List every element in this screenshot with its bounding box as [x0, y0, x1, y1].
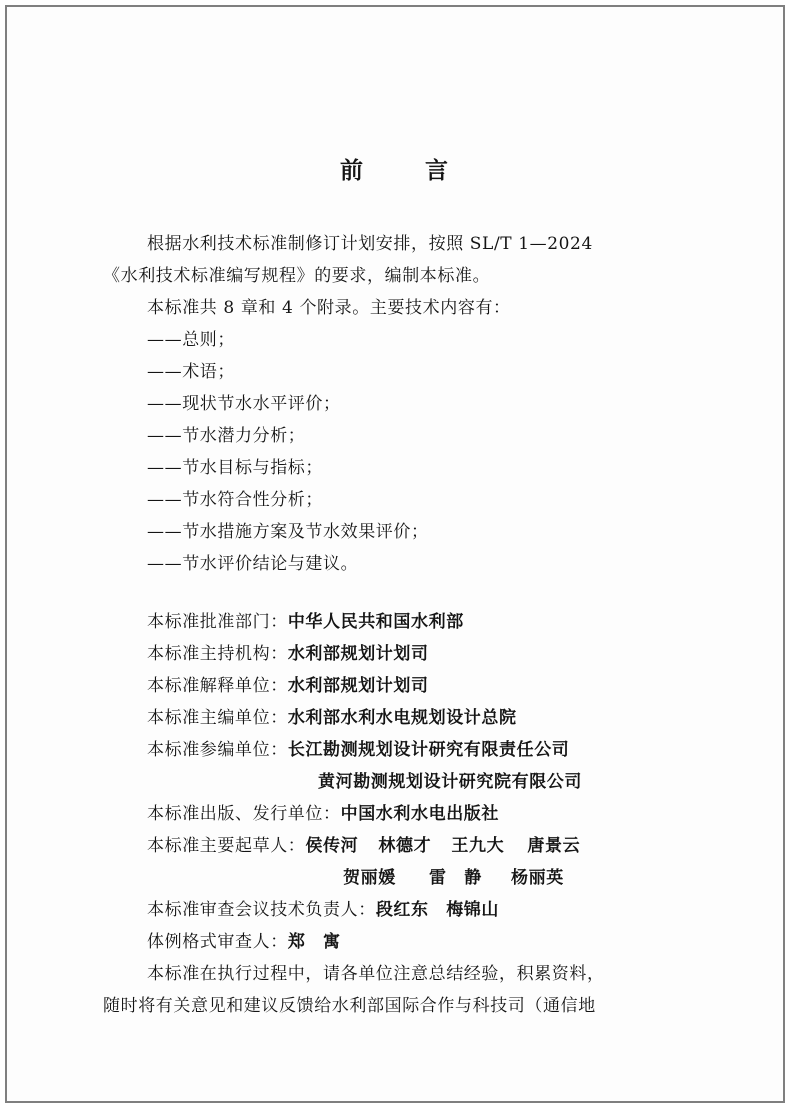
- publish-value: 中国水利水电出版社: [340, 804, 500, 824]
- chief-row: [147, 706, 517, 730]
- content-item: ——节水评价结论与建议。: [147, 554, 359, 574]
- host-value: 水利部规划计划司: [287, 644, 429, 664]
- drafter-name: 唐景云: [527, 836, 581, 856]
- content-item: ——节水措施方案及节水效果评价；: [147, 522, 429, 542]
- format-label: 体例格式审查人：: [147, 932, 288, 952]
- document-page: [5, 5, 785, 1103]
- drafter-name: 雷 静: [429, 868, 482, 888]
- review-row: [147, 898, 499, 922]
- intro-line-2: 《水利技术标准编写规程》的要求，编制本标准。: [103, 266, 491, 286]
- closing-line-2: 随时将有关意见和建议反馈给水利部国际合作与科技司（通信地: [103, 996, 596, 1016]
- review-label: 本标准审查会议技术负责人：: [147, 900, 376, 920]
- page-title: [7, 152, 783, 185]
- review-value: 段红东 梅锦山: [375, 900, 500, 920]
- content-item: ——现状节水水平评价；: [147, 394, 341, 414]
- content-item: ——术语；: [147, 362, 235, 382]
- publish-label: 本标准出版、发行单位：: [147, 804, 341, 824]
- drafters-row-2: [343, 866, 564, 890]
- content-item: ——节水潜力分析；: [147, 426, 306, 446]
- chief-label: 本标准主编单位：: [147, 708, 288, 728]
- drafters-label: 本标准主要起草人：: [147, 836, 306, 856]
- participate-row: [147, 738, 569, 762]
- intro-line-3: 本标准共 8 章和 4 个附录。主要技术内容有：: [147, 298, 511, 318]
- participate-value-2: 黄河勘测规划设计研究院有限公司: [318, 772, 582, 792]
- closing-line-1: 本标准在执行过程中，请各单位注意总结经验，积累资料，: [147, 964, 605, 984]
- approve-value: 中华人民共和国水利部: [287, 612, 464, 632]
- intro-line-1: 根据水利技术标准制修订计划安排，按照 SL/T 1—2024: [147, 234, 593, 254]
- drafter-name: 杨丽英: [511, 868, 564, 888]
- title-char-1: 前: [340, 157, 365, 184]
- interpret-row: [147, 674, 429, 698]
- title-char-2: 言: [425, 157, 450, 184]
- content-item: ——节水目标与指标；: [147, 458, 323, 478]
- host-row: [147, 642, 429, 666]
- format-value: 郑 寓: [287, 932, 341, 952]
- interpret-label: 本标准解释单位：: [147, 676, 288, 696]
- approve-label: 本标准批准部门：: [147, 612, 288, 632]
- drafter-name: 王九大: [451, 836, 505, 856]
- chief-value: 水利部水利水电规划设计总院: [287, 708, 517, 728]
- drafter-name: 贺丽媛: [343, 868, 396, 888]
- host-label: 本标准主持机构：: [147, 644, 288, 664]
- publish-row: [147, 802, 499, 826]
- participate-label: 本标准参编单位：: [147, 740, 288, 760]
- participate-value-1: 长江勘测规划设计研究有限责任公司: [287, 740, 570, 760]
- drafters-row-1: [147, 834, 580, 858]
- format-row: [147, 930, 341, 954]
- drafter-name: 侯传河: [305, 836, 359, 856]
- drafter-name: 林德才: [378, 836, 432, 856]
- interpret-value: 水利部规划计划司: [287, 676, 429, 696]
- content-item: ——总则；: [147, 330, 235, 350]
- content-item: ——节水符合性分析；: [147, 490, 323, 510]
- approve-row: [147, 610, 464, 634]
